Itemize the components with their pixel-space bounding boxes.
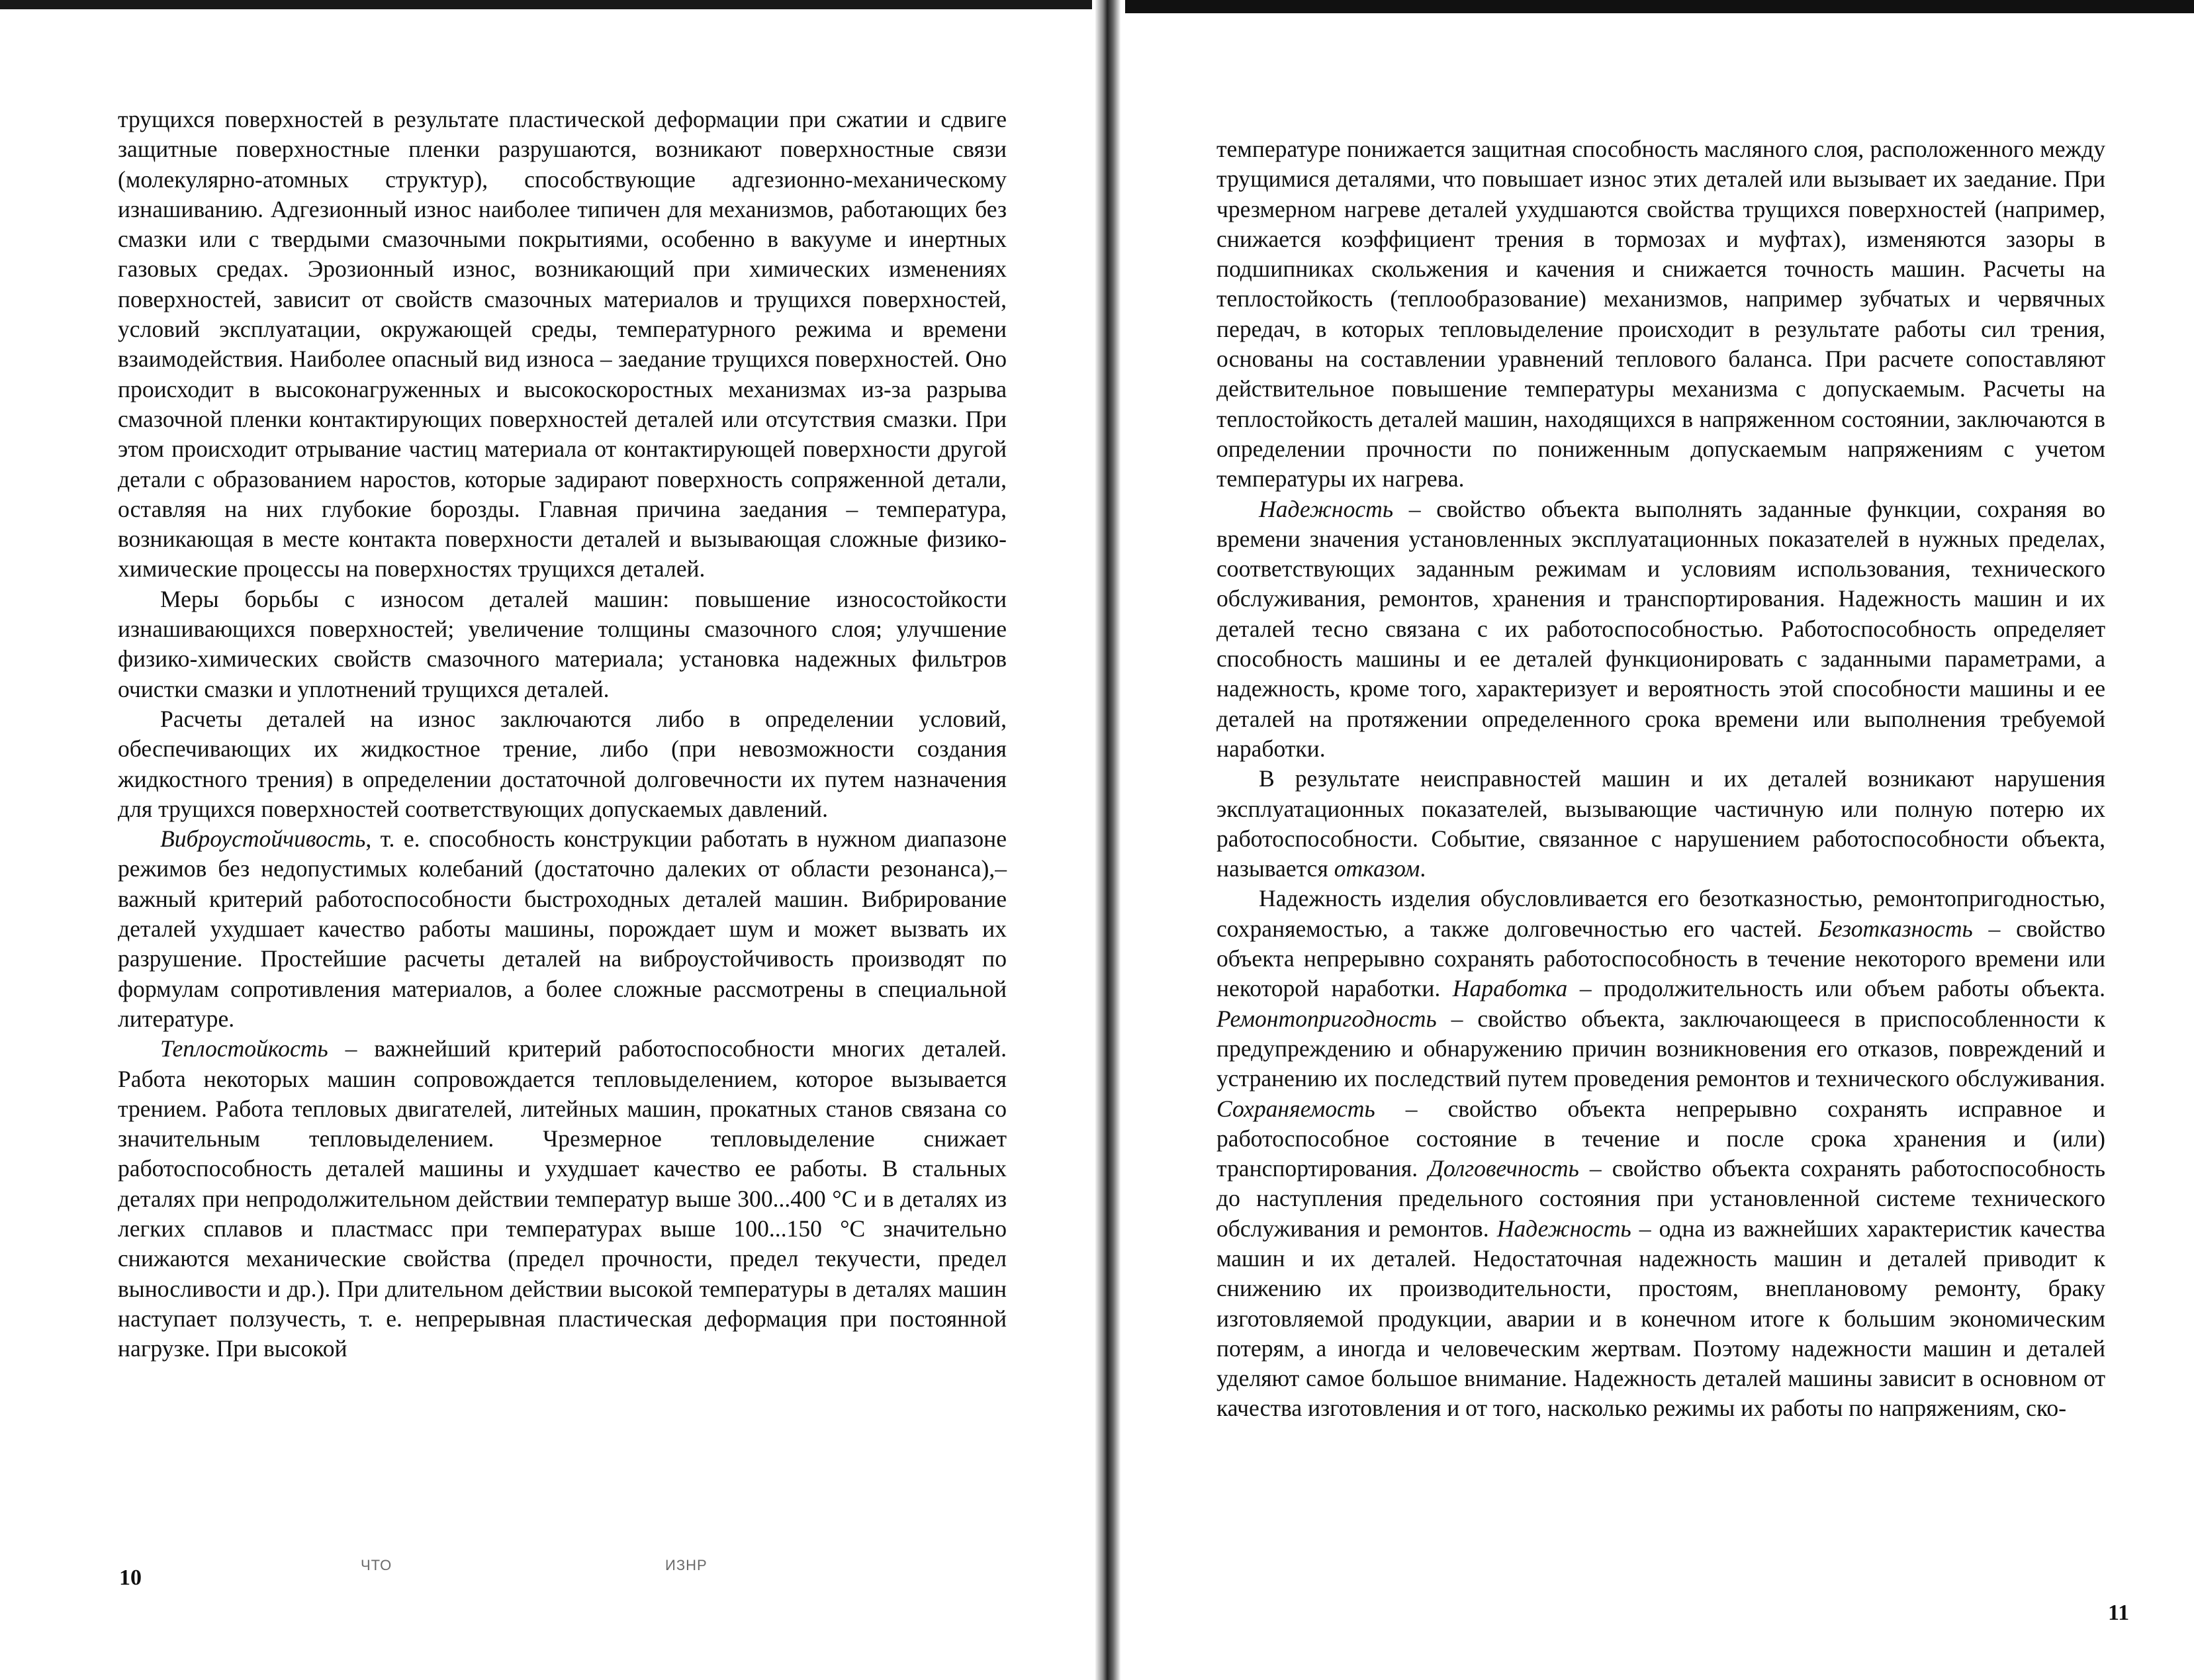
paragraph [118,824,1007,1034]
italic-term: Теплостойкость [160,1035,328,1062]
paragraph [1216,764,2105,884]
left-page [0,0,1092,1680]
text-run: – одна из важнейших характеристик качества машин и их деталей. Недостаточная надежность машин и деталей приводит к снижению их производительности, простоям, внеплановому ремонту, браку изготовляемой продукции, аварии и в конечном итоге к большим экономическим потерям, а иногда и человеческим жертвам. Поэтому надежности машин и деталей уделяют самое большое внимание. Надежность деталей машины зависит в основном от качества изготовления и от того, насколько режимы их работы по напряжениям, ско- [1216,1215,2106,1422]
left-page-body-text [118,105,1007,1364]
text-run: , т. е. способность конструкции работать в нужном диапазоне режимов без недопустимых колебаний (достаточно далеких от области резонанса),– важный критерий работоспособности быстроходных деталей машин. Вибрирование деталей ухудшает качество работы машины, порождает шум и может вызвать их разрушение. Простейшие расчеты деталей на виброустойчивость производят по формулам сопротивления материалов, а более сложные рассмотрены в специальной литературе. [118,825,1007,1032]
text-run: – свойство объекта выполнять заданные функции, сохраняя во времени значения установленных эксплуатационных показателей в нужных пределах, соответствующих заданным режимам и условиям использования, технического обслуживания, ремонтов, хранения и транспортирования. Надежность машин и их деталей тесно связана с их работоспособностью. Работоспособность определяет способность машины и ее деталей функционировать с заданными параметрами, а надежность, кроме того, характеризует и вероятность этой способности машины и ее деталей на протяжении определенного срока времени или выполнения требуемой наработки. [1216,495,2105,762]
footer-scan-artifact: ИЗНР [665,1557,708,1573]
text-run: – свойство объекта, заключающееся в приспособленности к предупреждению и обнаружению причин возникновения его отказов, повреждений и устранению их последствий путем проведения ремонтов и технического обслуживания. [1216,1005,2105,1092]
italic-term: Надежность [1496,1215,1631,1242]
italic-term: отказом [1334,855,1420,882]
italic-term: Безотказность [1817,915,1973,942]
paragraph [1216,494,2105,765]
text-run: Меры борьбы с износом деталей машин: повышение износостойкости изнашивающихся поверхностей; увеличение толщины смазочного слоя; улучшение физико-химических свойств смазочного материала; установка надежных фильтров очистки смазки и уплотнений трущихся деталей. [118,585,1007,702]
text-run: . [1420,855,1426,882]
text-run: – важнейший критерий работоспособности многих деталей. Работа некоторых машин сопровождается тепловыделением, которое вызывается трением. Работа тепловых двигателей, литейных машин, прокатных станов связана со значительным тепловыделением. Чрезмерное тепловыделение снижает работоспособность деталей машины и ухудшает качество ее работы. В стальных деталях при непродолжительном действии температур выше 300...400 °С и в деталях из легких сплавов и пластмасс при температурах выше 100...150 °С значительно снижаются механические свойства (предел прочности, предел текучести, предел выносливости и др.). При длительном действии высокой температуры в деталях машин наступает ползучесть, т. е. непрерывная пластическая деформация при постоянной нагрузке. При высокой [118,1035,1007,1362]
paragraph [1216,134,2105,494]
text-run: – свойство объекта непрерывно сохранять работоспособность в течение некоторого времени или некоторой наработки. [1216,915,2105,1002]
text-run: – свойство объекта сохранять работоспособность до наступления предельного состояния при установленной системе технического обслуживания и ремонтов. [1216,1155,2105,1242]
italic-term: Надежность [1259,495,1394,522]
page-number-right: 11 [2108,1601,2130,1625]
text-run: – свойство объекта непрерывно сохранять исправное и работоспособное состояние в течение и после срока хранения и (или) транспортирования. [1216,1095,2105,1182]
paragraph [118,105,1007,584]
page-number-left: 10 [119,1565,142,1590]
paragraph [118,1034,1007,1364]
paragraph [118,584,1007,704]
text-run: В результате неисправностей машин и их деталей возникают нарушения эксплуатационных показателей, вызывающие частичную или полную потерю их работоспособности. Событие, связанное с нарушением работоспособности объекта, называется [1216,765,2105,882]
italic-term: Ремонтопригодность [1216,1005,1437,1032]
right-page [1120,0,2194,1680]
book-spine-gutter [1095,0,1120,1680]
italic-term: Долговечность [1428,1155,1579,1182]
footer-scan-artifact: ЧТО [361,1557,392,1573]
text-run: Расчеты деталей на износ заключаются либо в определении условий, обеспечивающих их жидкостное трение, либо (при невозможности создания жидкостного трения) в определении достаточной долговечности их путем назначения для трущихся поверхностей соответствующих допускаемых давлений. [118,705,1007,822]
text-run: температуре понижается защитная способность масляного слоя, расположенного между трущимися деталями, что повышает износ этих деталей или вызывает их заедание. При чрезмерном нагреве деталей ухудшаются свойства трущихся поверхностей (например, снижается коэффициент трения в тормозах и муфтах), изменяются зазоры в подшипниках скольжения и качения и снижается точность машин. Расчеты на теплостойкость (теплообразование) механизмов, например зубчатых и червячных передач, в которых тепловыделение происходит в результате работы сил трения, основаны на составлении уравнений теплового баланса. При расчете сопоставляют действительное повышение температуры механизма с допускаемым. Расчеты на теплостойкость деталей машин, находящихся в напряженном состоянии, заключаются в определении прочности по пониженным допускаемым напряжениям с учетом температуры их нагрева. [1216,136,2105,492]
text-run: трущихся поверхностей в результате пластической деформации при сжатии и сдвиге защитные поверхностные пленки разрушаются, возникают поверхностные связи (молекулярно-атомных структур), способствующие адгезионно-механическому изнашиванию. Адгезионный износ наиболее типичен для механизмов, работающих без смазки или с твердыми смазочными покрытиями, особенно в вакууме и инертных газовых средах. Эрозионный износ, возникающий при химических изменениях поверхностей, зависит от свойств смазочных материалов и трущихся поверхностей, условий эксплуатации, окружающей среды, температурного режима и времени взаимодействия. Наиболее опасный вид износа – заедание трущихся поверхностей. Оно происходит в высоконагруженных и высокоскоростных механизмах из-за разрыва смазочной пленки контактирующих поверхностей деталей или отсутствия смазки. При этом происходит отрывание частиц материала от контактирующей поверхности другой детали с образованием наростов, которые задирают поверхность сопряженной детали, оставляя на них глубокие борозды. Главная причина заедания – температура, возникающая в месте контакта поверхности деталей и вызывающая сложные физико-химические процессы на поверхностях трущихся деталей. [118,106,1007,583]
text-run: – продолжительность или объем работы объекта. [1567,975,2105,1002]
paragraph [1216,884,2105,1423]
paragraph [118,704,1007,824]
text-run: Надежность изделия обусловливается его безотказностью, ремонтопригодностью, сохраняемостью, а также долговечностью его частей. [1216,885,2105,942]
italic-term: Наработка [1452,975,1568,1002]
right-page-body-text [1216,134,2105,1424]
italic-term: Сохраняемость [1216,1095,1375,1122]
italic-term: Виброустойчивость [160,825,366,853]
